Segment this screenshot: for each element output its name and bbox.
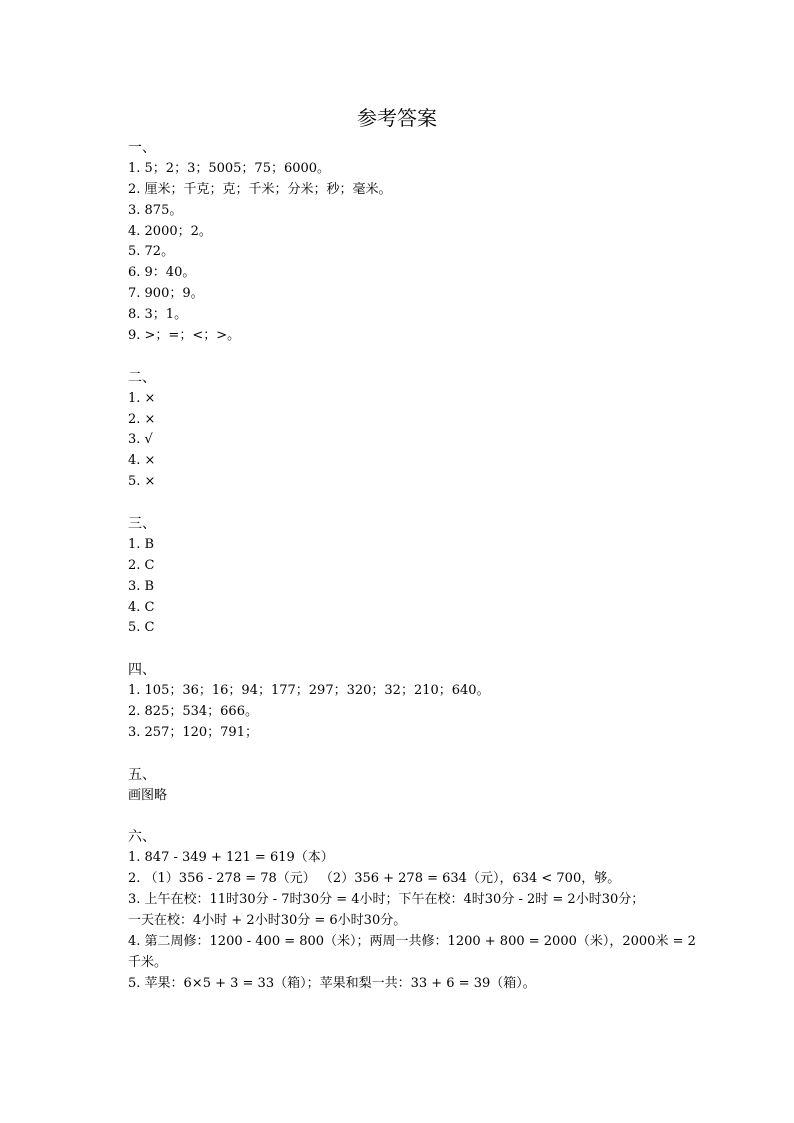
answer-line: 5. 苹果：6×5 + 3 = 33（箱）；苹果和梨一共：33 + 6 = 39（箱）。	[128, 975, 536, 991]
answer-line: 3. 257；120；791；	[128, 724, 258, 740]
section-heading: 六、	[128, 829, 156, 846]
section-gap	[128, 807, 738, 828]
answer-line: 9. >；=；<；>。	[128, 328, 241, 344]
answer-line: 3. B	[128, 578, 155, 594]
answer-line: 1. 105；36；16；94；177；297；320；32；210；640。	[128, 683, 490, 699]
answer-line: 2. 厘米；千克；克；千米；分米；秒；毫米。	[128, 181, 392, 197]
answer-line: 千米。	[128, 954, 168, 970]
answer-line: 1. 847 - 349 + 121 = 619（本）	[128, 850, 334, 866]
answer-line: 1. ×	[128, 390, 156, 406]
section-gap	[128, 493, 738, 514]
answer-line: 3. 875。	[128, 202, 183, 218]
section-heading: 五、	[128, 766, 156, 783]
answer-line: 2. C	[128, 557, 155, 573]
section-gap	[128, 639, 738, 660]
answer-line: 画图略	[128, 787, 168, 803]
answer-line: 2. ×	[128, 411, 156, 427]
answer-line: 一天在校：4小时 + 2小时30分 = 6小时30分。	[128, 912, 407, 928]
answer-line: 4. 2000；2。	[128, 223, 212, 239]
answer-line: 3. 上午在校：11时30分 - 7时30分 = 4小时；下午在校：4时30分 - 2时 = 2小时30分；	[128, 892, 645, 908]
section-gap	[128, 347, 738, 368]
section-heading: 三、	[128, 516, 156, 533]
answer-line: 1. 5；2；3；5005；75；6000。	[128, 160, 331, 176]
answer-line: 4. 第二周修：1200 - 400 = 800（米）；两周一共修：1200 + 800 = 2000（米），2000米 = 2	[128, 933, 696, 949]
answer-line: 5. C	[128, 620, 155, 636]
answer-content	[128, 138, 738, 995]
section-heading: 四、	[128, 662, 156, 679]
answer-line: 8. 3；1。	[128, 307, 188, 323]
answer-line: 2. 825；534；666。	[128, 704, 258, 720]
section-heading: 一、	[128, 140, 156, 156]
answer-line: 4. C	[128, 599, 155, 615]
answer-line: 1. B	[128, 536, 155, 552]
answer-line: 7. 900；9。	[128, 286, 204, 302]
section-heading: 二、	[128, 369, 156, 386]
answer-line: 5. ×	[128, 474, 156, 490]
answer-line: 6. 9：40。	[128, 265, 196, 281]
page-title: 参考答案	[357, 106, 437, 130]
answer-line: 2. （1）356 - 278 = 78（元） （2）356 + 278 = 634（元），634 < 700，够。	[128, 871, 621, 887]
answer-line: 3. √	[128, 432, 153, 448]
answer-line: 5. 72。	[128, 244, 175, 260]
answer-line: 4. ×	[128, 453, 156, 469]
section-gap	[128, 744, 738, 765]
